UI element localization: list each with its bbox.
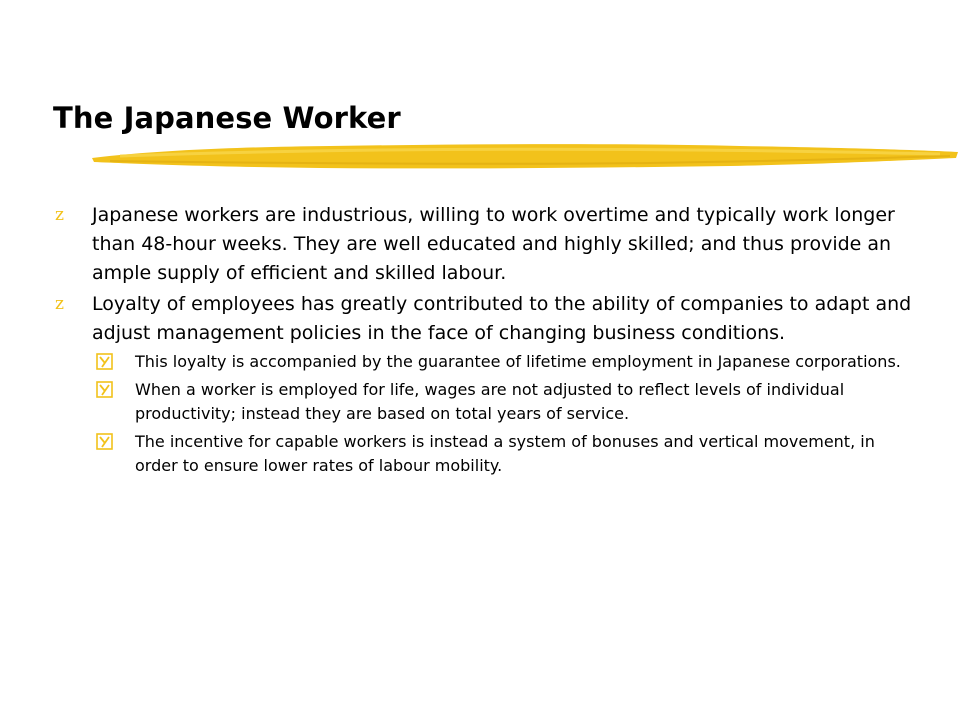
checkbox-bullet-icon	[96, 433, 113, 450]
z-bullet-icon: z	[55, 205, 64, 225]
sub-bullet-point	[55, 350, 915, 374]
checkbox-bullet-icon	[96, 381, 113, 398]
sub-bullet-text: The incentive for capable workers is instead a system of bonuses and vertical movement, in order to ensure lower rates of labour mobility.	[135, 432, 875, 475]
bullet-text: Loyalty of employees has greatly contributed to the ability of companies to adapt and adjust management policies in the face of changing business conditions.	[92, 293, 912, 344]
bullet-list	[55, 201, 915, 482]
sub-bullet-point	[55, 430, 915, 478]
slide-title: The Japanese Worker	[53, 101, 401, 135]
sub-bullet-text: When a worker is employed for life, wages are not adjusted to reflect levels of individual productivity; instead they are based on total years of service.	[135, 380, 845, 423]
bullet-point	[55, 290, 915, 348]
sub-bullet-point	[55, 378, 915, 426]
title-underline-brushstroke	[90, 136, 960, 178]
checkbox-bullet-icon	[96, 353, 113, 370]
z-bullet-icon: z	[55, 294, 64, 314]
bullet-text: Japanese workers are industrious, willing to work overtime and typically work longer than 48-hour weeks. They are well educated and highly skilled; and thus provide an ample supply of efficient and skilled labour.	[92, 204, 895, 284]
sub-bullet-text: This loyalty is accompanied by the guarantee of lifetime employment in Japanese corporations.	[135, 352, 901, 371]
sub-bullet-list	[55, 350, 915, 478]
bullet-point	[55, 201, 915, 288]
